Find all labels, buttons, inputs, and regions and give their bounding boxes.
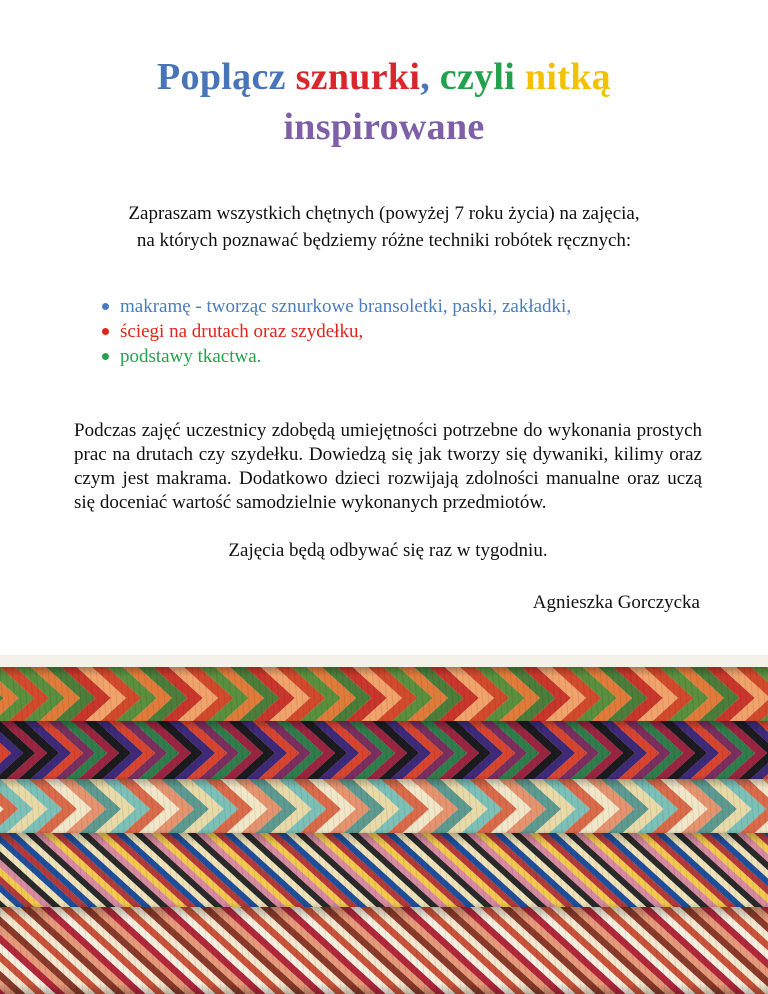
band-shadow bbox=[0, 907, 768, 994]
bracelet-band bbox=[0, 907, 768, 994]
list-item-knitting bbox=[100, 319, 720, 344]
bracelet-band bbox=[0, 833, 768, 915]
band-shadow bbox=[0, 721, 768, 785]
intro-line-1: Zapraszam wszystkich chętnych (powyżej 7 roku życia) na zajęcia, bbox=[128, 203, 640, 224]
band-shadow bbox=[0, 667, 768, 729]
title-word-poplacz: Poplącz bbox=[157, 56, 296, 98]
list-item-text: ściegi na drutach oraz szydełku, bbox=[120, 321, 364, 342]
activities-list bbox=[100, 294, 720, 369]
title-word-nitka: nitką bbox=[524, 56, 611, 98]
bracelets-photo bbox=[0, 655, 768, 994]
band-shadow bbox=[0, 779, 768, 839]
list-item-weaving bbox=[100, 344, 720, 369]
title-word-sznurki: sznurki bbox=[295, 56, 421, 98]
bullet-dot-icon bbox=[102, 353, 109, 360]
woven-bracelets-image bbox=[0, 655, 768, 994]
intro-line-2: na których poznawać będziemy różne techniki robótek ręcznych: bbox=[136, 230, 632, 251]
band-shadow bbox=[0, 833, 768, 915]
bullet-dot-icon bbox=[102, 328, 109, 335]
intro-text bbox=[60, 200, 708, 254]
list-item-text: makramę - tworząc sznurkowe bransoletki, paski, zakładki, bbox=[120, 296, 572, 317]
title-line-2: inspirowane bbox=[283, 106, 485, 148]
description-text: Podczas zajęć uczestnicy zdobędą umiejętności potrzebne do wykonania prostych prac na drutach czy szydełku. Dowiedzą się jak tworzy się dywaniki, kilimy oraz czym jest makrama. Dodatkowo dzieci rozwijają zdolności manualne oraz uczą się doceniać wartość samodzielnie wykonanych przedmiotów. bbox=[74, 420, 702, 513]
bracelet-band bbox=[0, 667, 768, 729]
description-paragraph bbox=[74, 419, 702, 515]
title-comma: , bbox=[420, 56, 440, 98]
schedule-line: Zajęcia będą odbywać się raz w tygodniu. bbox=[228, 540, 548, 561]
bullet-dot-icon bbox=[102, 303, 109, 310]
bracelet-band bbox=[0, 779, 768, 839]
list-item-text: podstawy tkactwa. bbox=[120, 346, 262, 367]
title-line-1 bbox=[0, 52, 768, 102]
poster-title bbox=[0, 52, 768, 152]
title-word-czyli: czyli bbox=[439, 56, 525, 98]
bracelet-band bbox=[0, 721, 768, 785]
author-signature: Agnieszka Gorczycka bbox=[532, 592, 700, 613]
list-item-macrame bbox=[100, 294, 720, 319]
